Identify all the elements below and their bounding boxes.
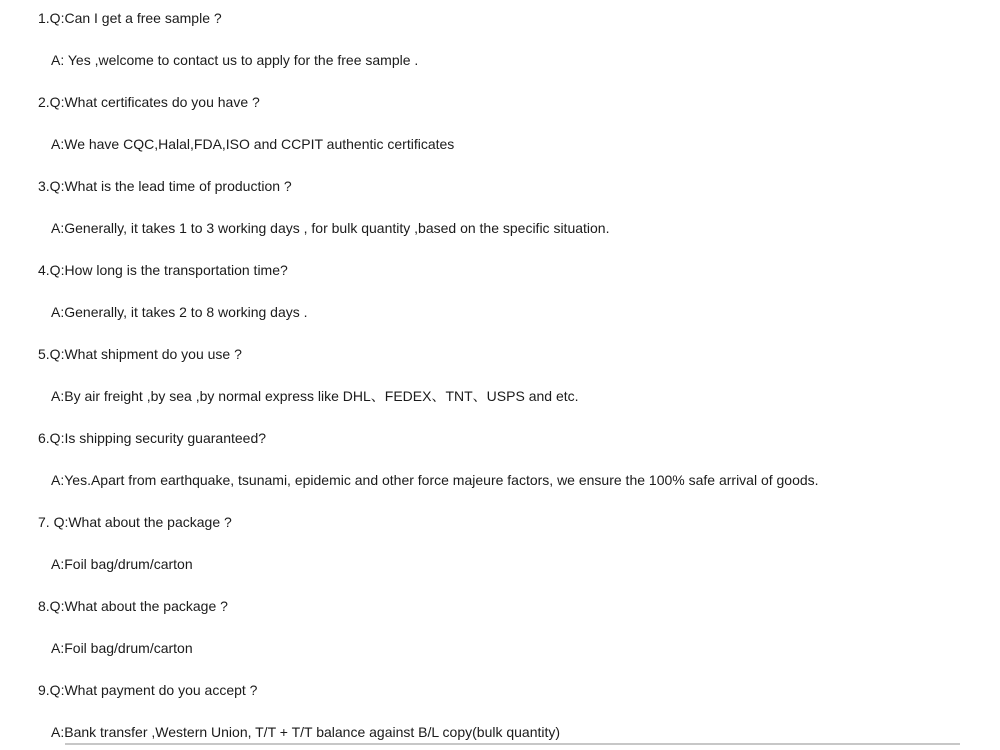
faq-question-1: 1.Q:Can I get a free sample ? [38, 10, 222, 26]
faq-answer-4: A:Generally, it takes 2 to 8 working days . [51, 304, 308, 320]
faq-question-7: 7. Q:What about the package ? [38, 514, 232, 530]
faq-question-5: 5.Q:What shipment do you use ? [38, 346, 242, 362]
faq-answer-7: A:Foil bag/drum/carton [51, 556, 193, 572]
clipped-next-line-artifact [65, 743, 960, 745]
faq-answer-2: A:We have CQC,Halal,FDA,ISO and CCPIT authentic certificates [51, 136, 455, 152]
faq-question-9: 9.Q:What payment do you accept ? [38, 682, 258, 698]
faq-question-6: 6.Q:Is shipping security guaranteed? [38, 430, 267, 446]
faq-answer-6: A:Yes.Apart from earthquake, tsunami, epidemic and other force majeure factors, we ensure the 100% safe arrival of goods. [51, 472, 819, 488]
faq-answer-1: A: Yes ,welcome to contact us to apply for the free sample . [51, 52, 419, 68]
faq-question-3: 3.Q:What is the lead time of production ? [38, 178, 292, 194]
faq-question-8: 8.Q:What about the package ? [38, 598, 228, 614]
faq-question-4: 4.Q:How long is the transportation time? [38, 262, 288, 278]
faq-answer-3: A:Generally, it takes 1 to 3 working days , for bulk quantity ,based on the specific situation. [51, 220, 610, 236]
faq-answer-8: A:Foil bag/drum/carton [51, 640, 193, 656]
faq-answer-5: A:By air freight ,by sea ,by normal express like DHL、FEDEX、TNT、USPS and etc. [51, 388, 579, 404]
faq-answer-9: A:Bank transfer ,Western Union, T/T + T/T balance against B/L copy(bulk quantity) [51, 724, 561, 740]
faq-question-2: 2.Q:What certificates do you have ? [38, 94, 260, 110]
